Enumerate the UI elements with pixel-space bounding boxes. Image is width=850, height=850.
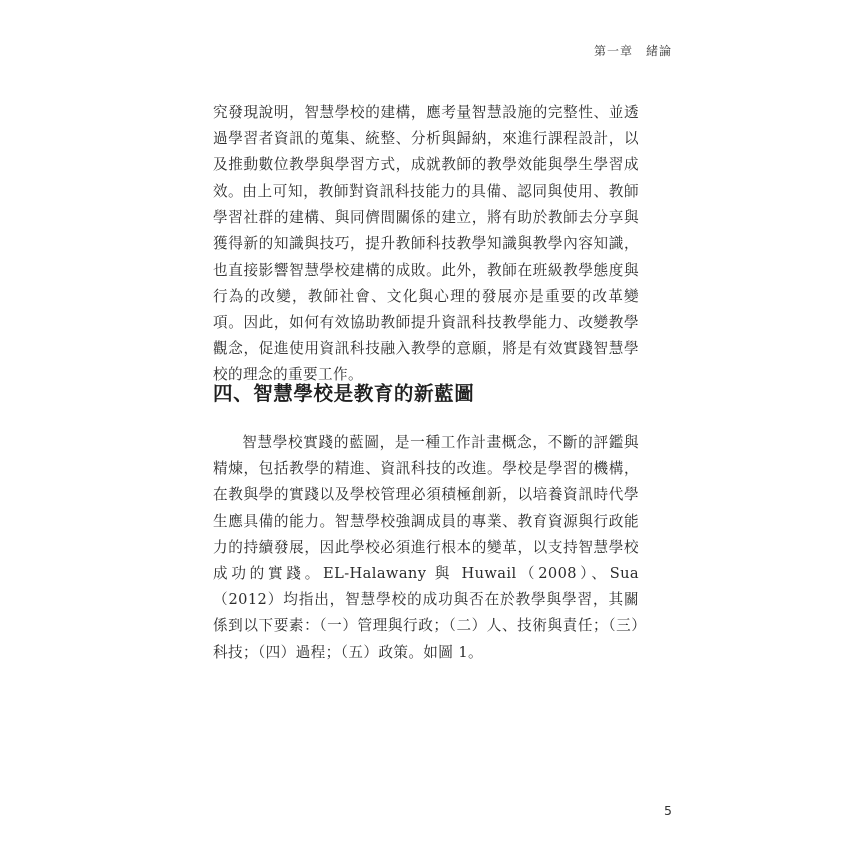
paragraph-smart-school-blueprint xyxy=(213,430,639,666)
paragraph-text: 究發現說明，智慧學校的建構，應考量智慧設施的完整性、並透過學習者資訊的蒐集、統整、分析與歸納，來進行課程設計，以及推動數位教學與學習方式，成就教師的教學效能與學生學習成效。 xyxy=(213,104,639,200)
page-number: 5 xyxy=(664,803,672,818)
running-header: 第一章 緒論 xyxy=(593,44,672,58)
section-heading: 四、智慧學校是教育的新藍圖 xyxy=(213,382,475,405)
paragraph-text: 由上可知，教師對資訊科技能力的具備、認同與使用、教師學習社群的建構、與同儕間關係的建立，將有助於教師去分享與獲得新的知識與技巧，提升教師科技教學知識與教學內容知識，也直接影響智慧學校建構的成敗。此外，教師在班級教學態度與行為的改變，教師社會、文化與心理的發展亦是重要的改革變項。因此，如何有效協助教師提升資訊科技教學能力、改變教學觀念，促進使用資訊科技融入教學的意願，將是有效實踐智慧學校的理念的重要工作。 xyxy=(213,183,639,384)
paragraph-text: 智慧學校實踐的藍圖，是一種工作計畫概念，不斷的評鑑與精煉，包括教學的精進、資訊科技的改進。學校是學習的機構，在教與學的實踐以及學校管理必須積極創新，以培養資訊時代學生應具備的能力。智慧學校強調成員的專業、教育資源與行政能力的持續發展，因此學校必須進行根本的變革，以支持智慧學校成功的實踐。EL-Halawany 與 Huwail（2008）、Sua（2012）均指出，智慧學校的成功與否在於教學與學習，其關係到以下要素：（一）管理與行政；（二）人、技術與責任；（三）科技；（四）過程；（五）政策。如圖 1。 xyxy=(213,434,639,661)
paragraph-teacher-capability xyxy=(213,179,639,389)
